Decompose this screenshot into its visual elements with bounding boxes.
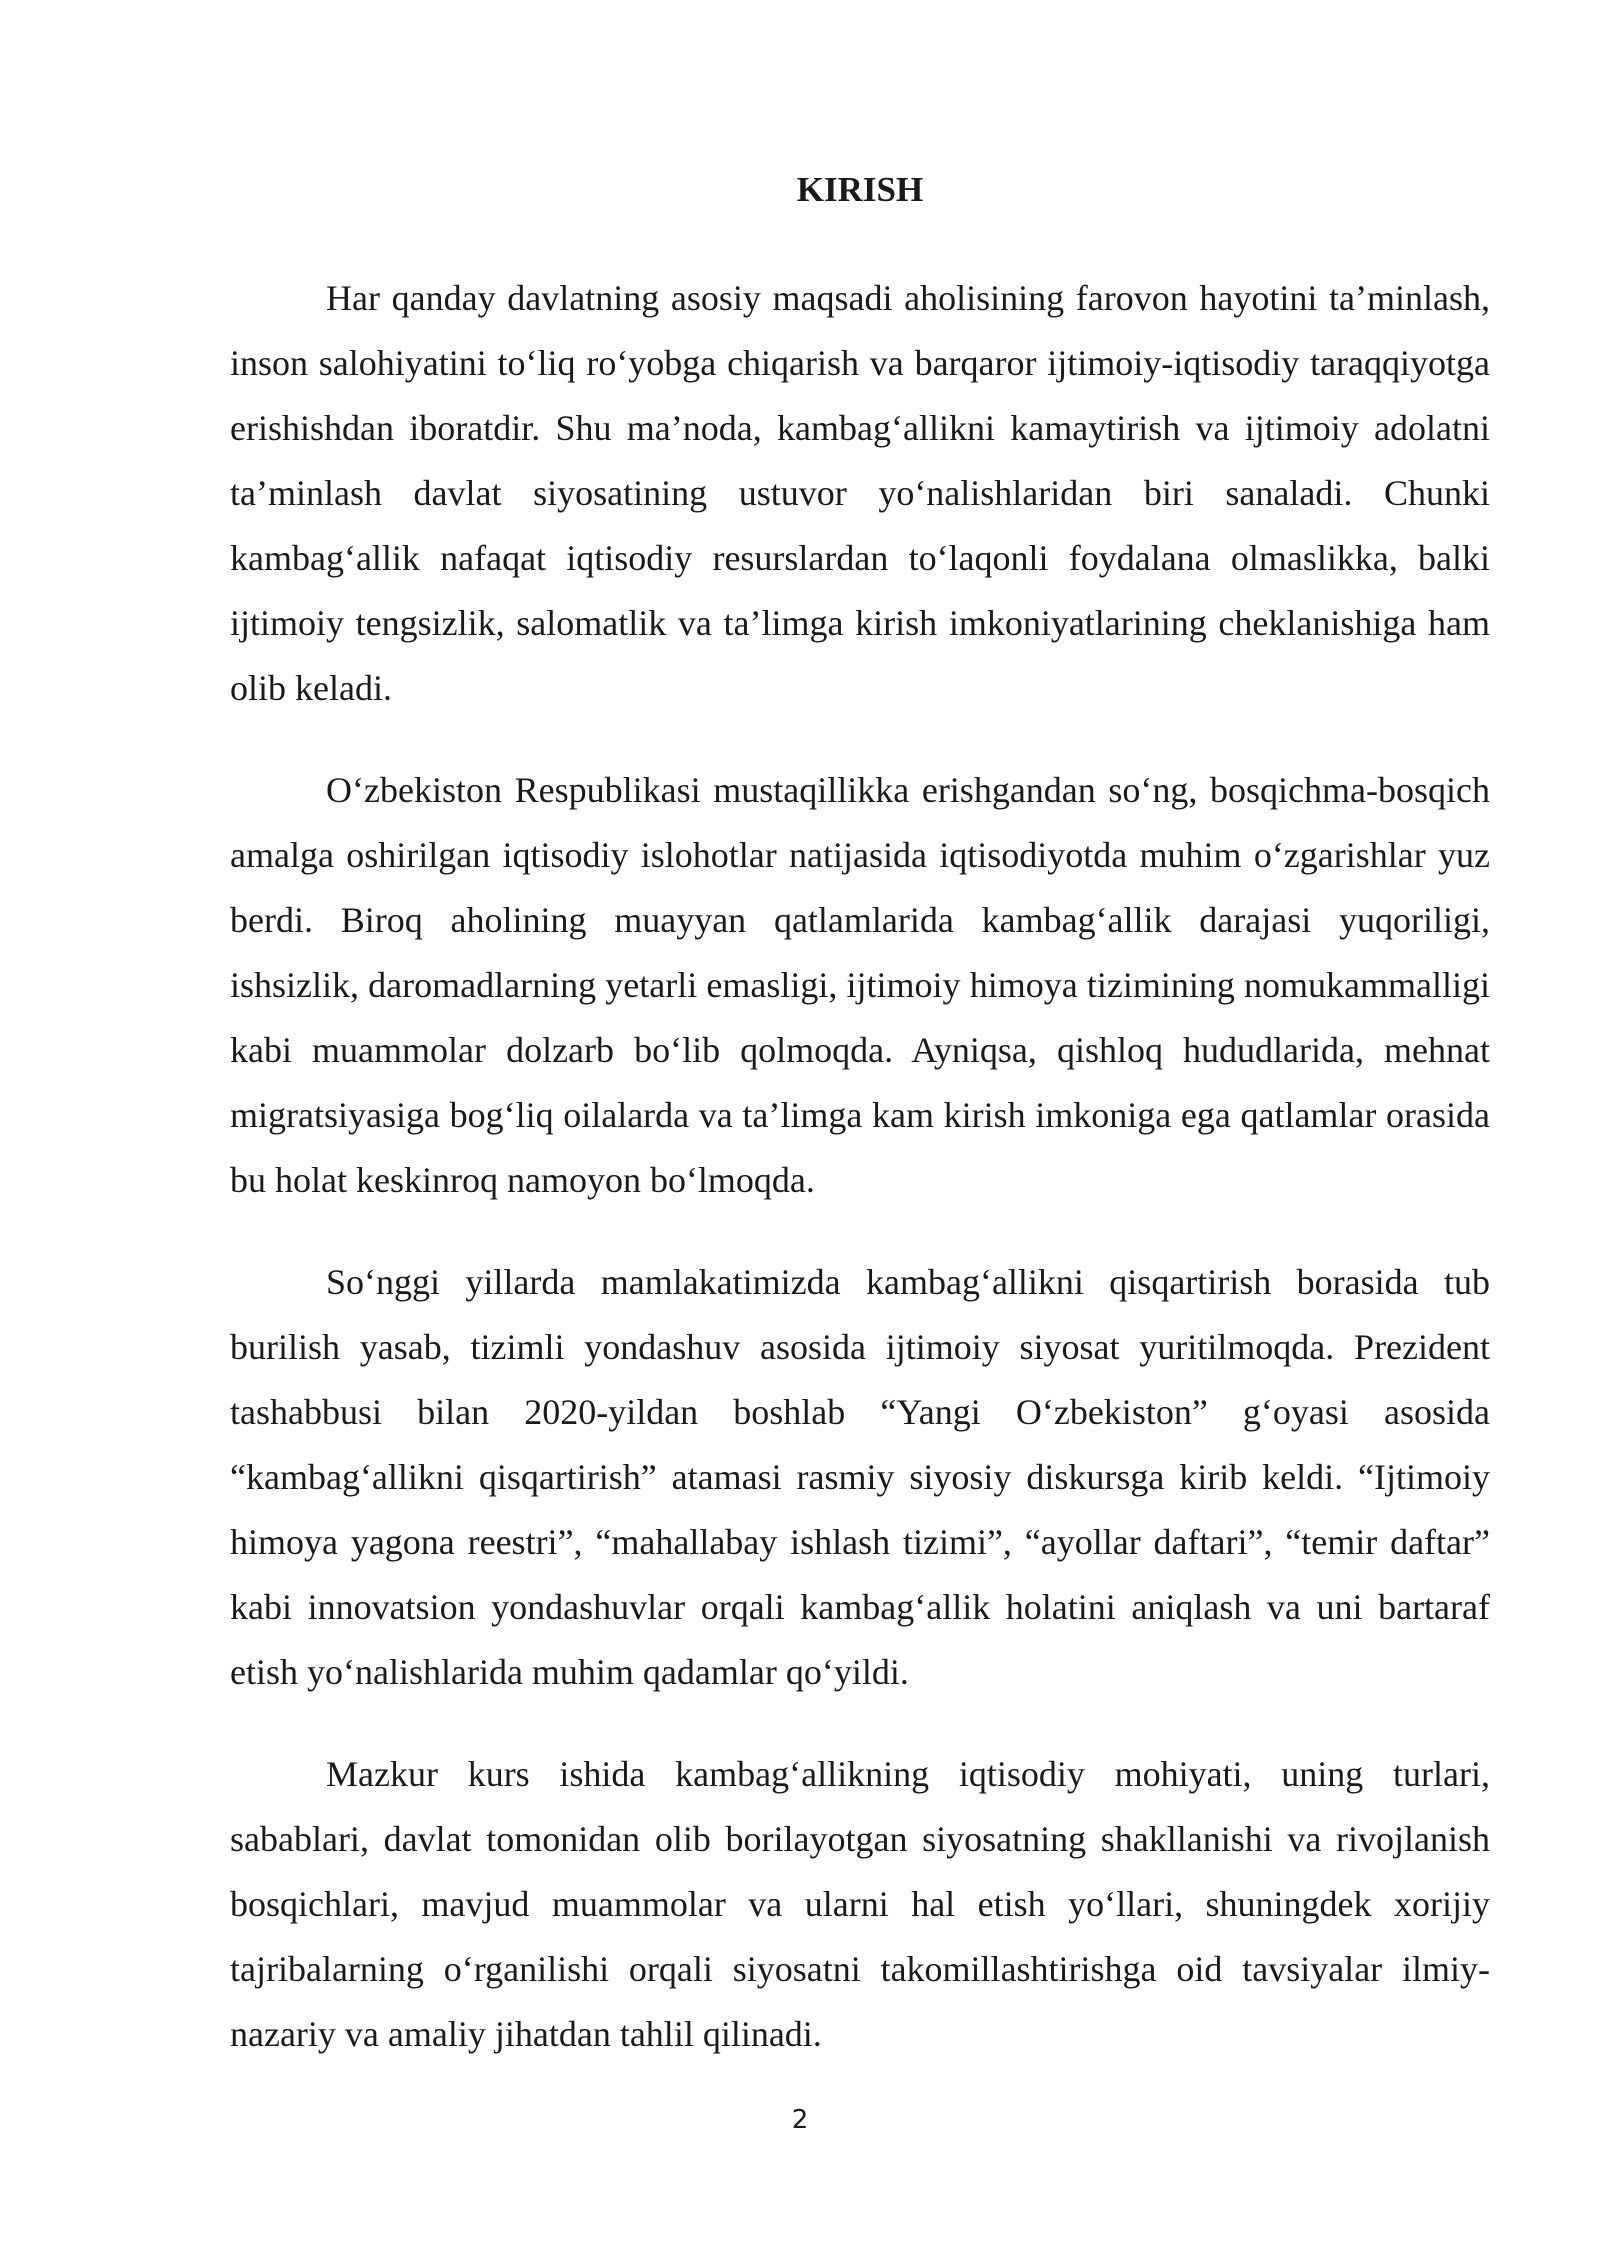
- page-title: KIRISH: [796, 170, 924, 209]
- page-number: 2: [791, 2105, 809, 2135]
- paragraph-2: O‘zbekiston Respublikasi mustaqillikka erishgandan so‘ng, bosqichma-bosqich amalga oshirilgan iqtisodiy islohotlar natijasida iqtisodiyotda muhim o‘zgarishlar yuz berdi. Biroq aholining muayyan qatlamlarida kambag‘allik darajasi yuqoriligi, ishsizlik, daromadlarning yetarli emasligi, ijtimoiy himoya tizimining nomukammalligi kabi muammolar dolzarb bo‘lib qolmoqda. Ayniqsa, qishloq hududlarida, mehnat migratsiyasiga bog‘liq oilalarda va ta’limga kam kirish imkoniga ega qatlamlar orasida bu holat keskinroq namoyon bo‘lmoqda.: [230, 770, 1490, 1200]
- paragraph-3: So‘nggi yillarda mamlakatimizda kambag‘allikni qisqartirish borasida tub burilish yasab, tizimli yondashuv asosida ijtimoiy siyosat yuritilmoqda. Prezident tashabbusi bilan 2020-yildan boshlab “Yangi O‘zbekiston” g‘oyasi asosida “kambag‘allikni qisqartirish” atamasi rasmiy siyosiy diskursga kirib keldi. “Ijtimoiy himoya yagona reestri”, “mahallabay ishlash tizimi”, “ayollar daftari”, “temir daftar” kabi innovatsion yondashuvlar orqali kambag‘allik holatini aniqlash va uni bartaraf etish yo‘nalishlarida muhim qadamlar qo‘yildi.: [230, 1262, 1490, 1692]
- paragraph-4: Mazkur kurs ishida kambag‘allikning iqtisodiy mohiyati, uning turlari, sabablari, davlat tomonidan olib borilayotgan siyosatning shakllanishi va rivojlanish bosqichlari, mavjud muammolar va ularni hal etish yo‘llari, shuningdek xorijiy tajribalarning o‘rganilishi orqali siyosatni takomillashtirishga oid tavsiyalar ilmiy-nazariy va amaliy jihatdan tahlil qilinadi.: [230, 1754, 1490, 2054]
- body-text: [230, 266, 1490, 2104]
- paragraph-1: Har qanday davlatning asosiy maqsadi aholisining farovon hayotini ta’minlash, inson salohiyatini to‘liq ro‘yobga chiqarish va barqaror ijtimoiy-iqtisodiy taraqqiyotga erishishdan iboratdir. Shu ma’noda, kambag‘allikni kamaytirish va ijtimoiy adolatni ta’minlash davlat siyosatining ustuvor yo‘nalishlaridan biri sanaladi. Chunki kambag‘allik nafaqat iqtisodiy resurslardan to‘laqonli foydalana olmaslikka, balki ijtimoiy tengsizlik, salomatlik va ta’limga kirish imkoniyatlarining cheklanishiga ham olib keladi.: [230, 278, 1490, 708]
